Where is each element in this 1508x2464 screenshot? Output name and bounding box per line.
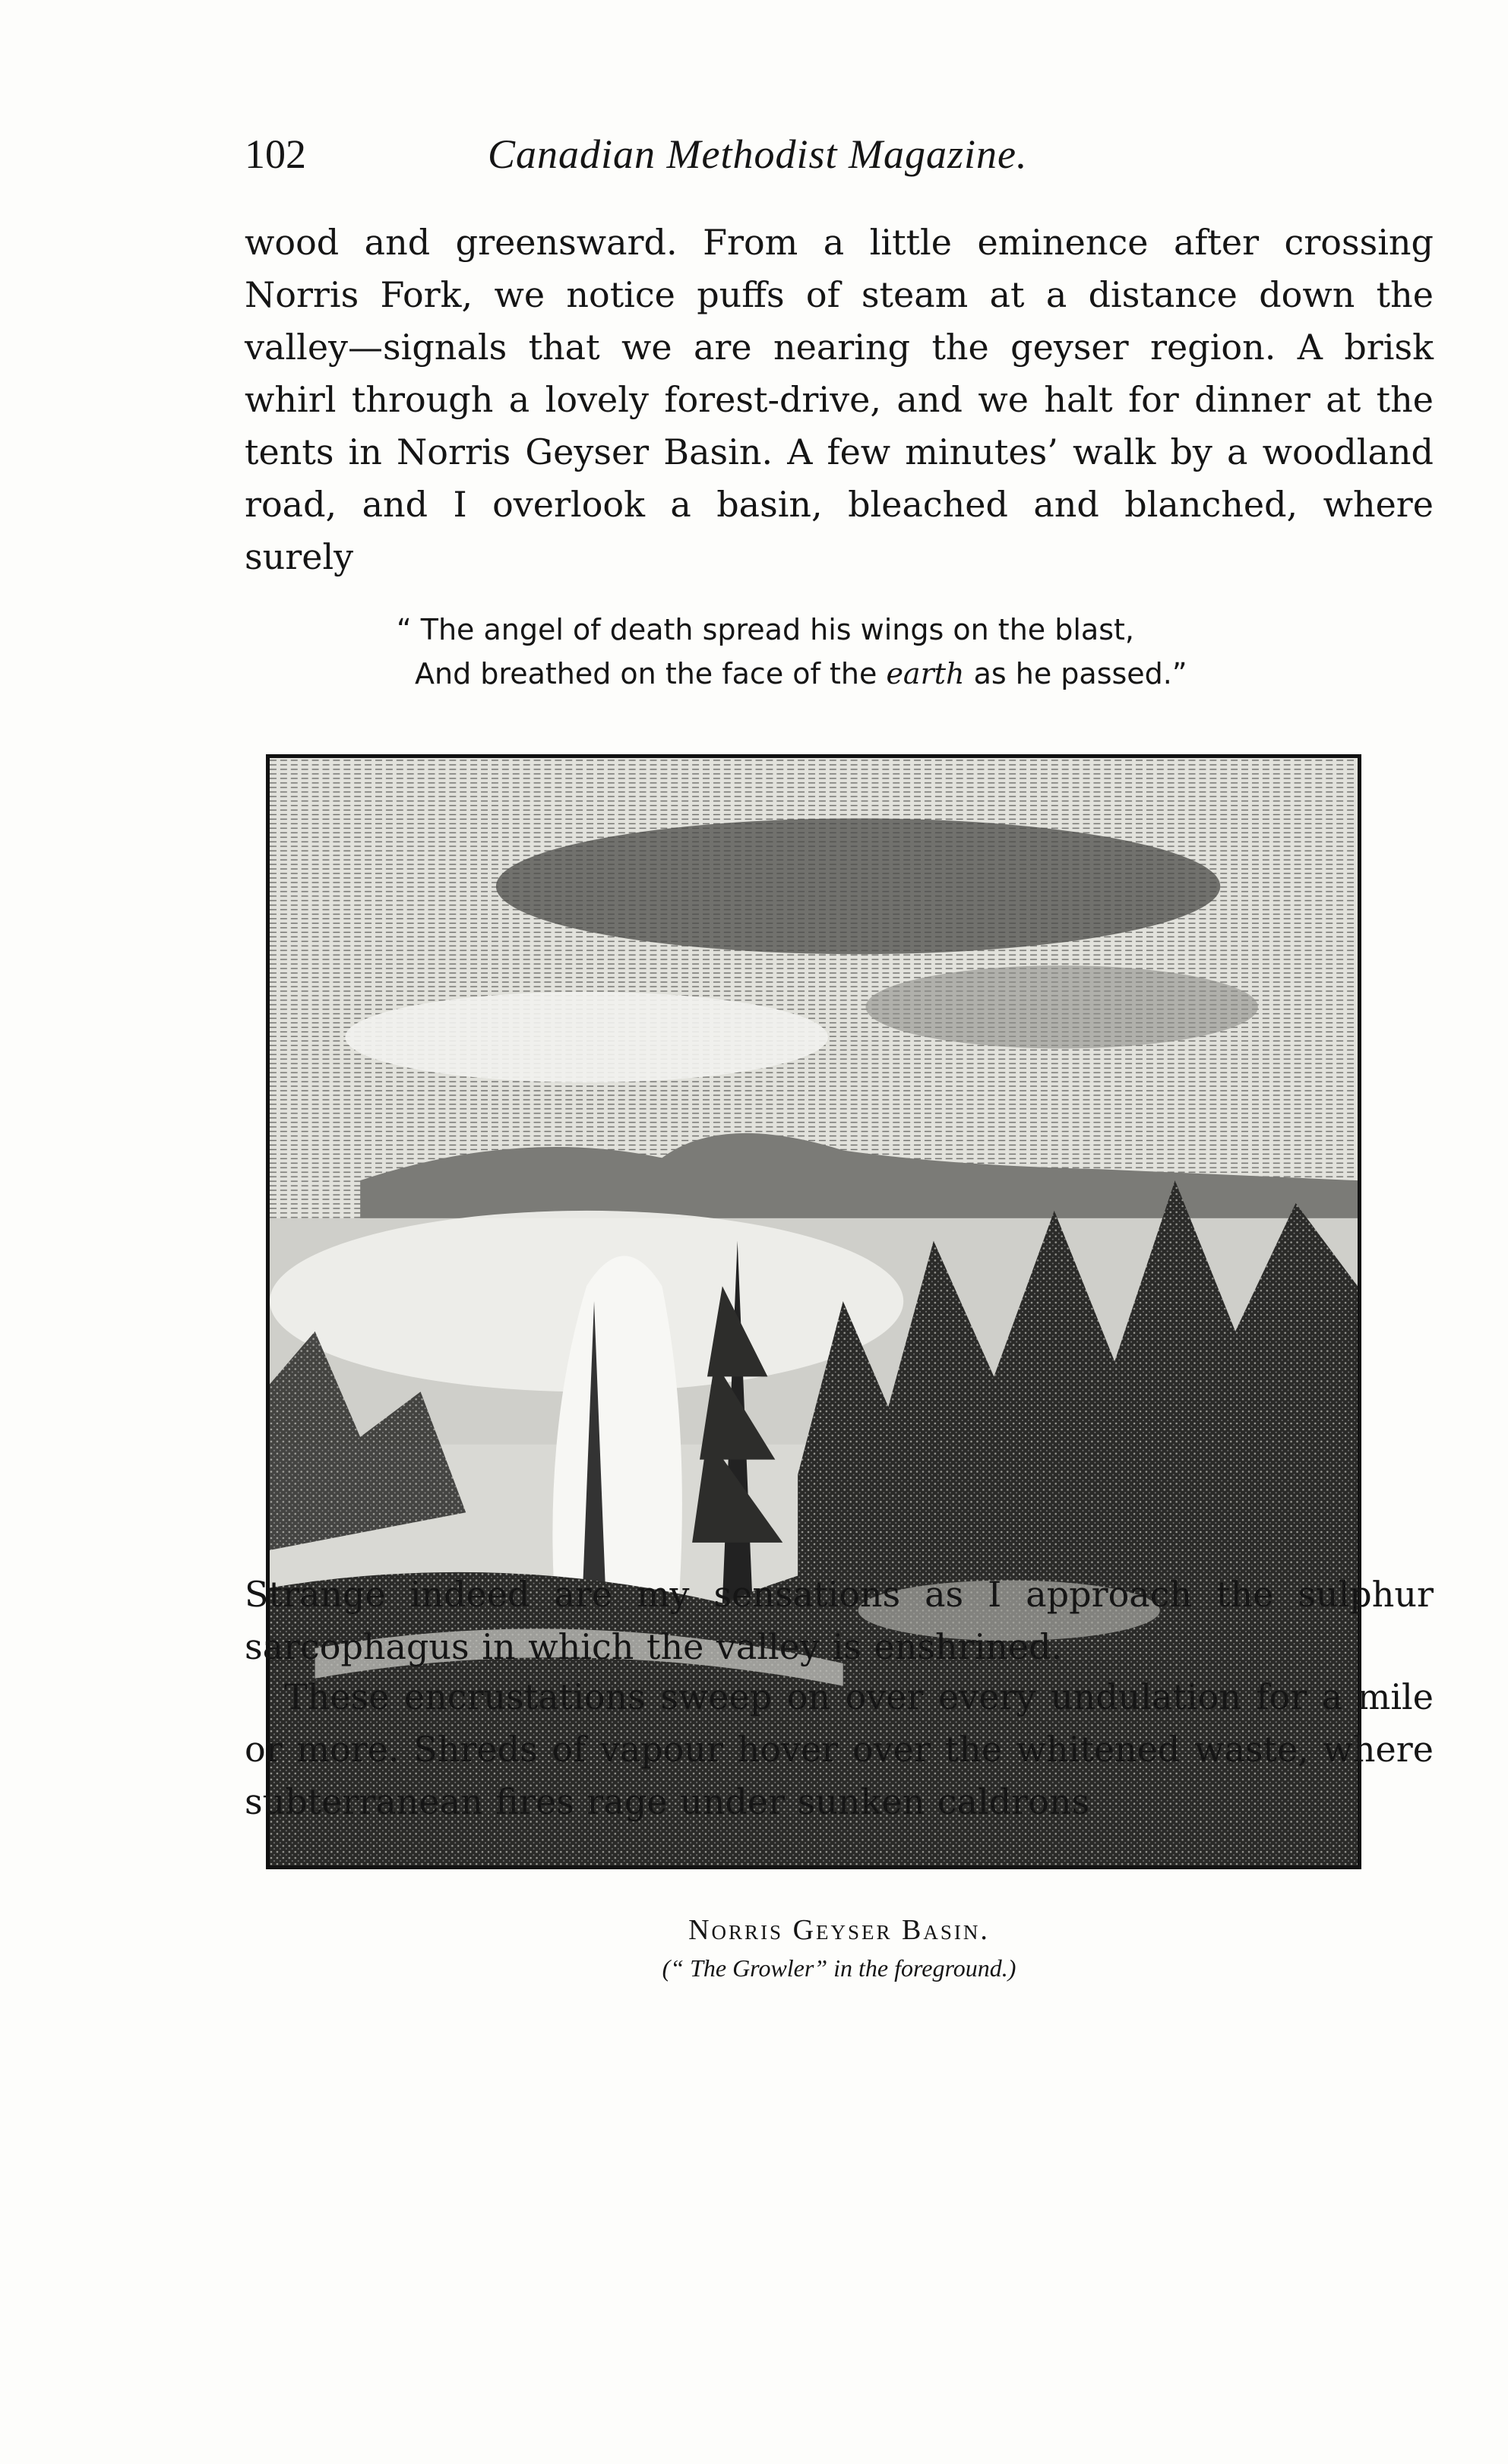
verse-line-1: “ The angel of death spread his wings on the blast, xyxy=(397,613,1134,646)
paragraph-sensations: Strange indeed are my sensations as I approach the sulphur sarcophagus in which the valley is enshrined. xyxy=(245,1574,1434,1667)
verse-italic-word: earth xyxy=(886,657,965,690)
caption-subtitle: (“ The Growler” in the foreground.) xyxy=(662,1954,1016,1982)
verse-line-2 xyxy=(397,652,1308,696)
caption-title: Norris Geyser Basin. xyxy=(688,1914,990,1946)
verse-line-2-start: And breathed on the face of the xyxy=(415,657,887,690)
dark-cloud xyxy=(496,818,1220,954)
verse-quotation xyxy=(397,608,1308,696)
figure-caption xyxy=(245,1910,1434,1986)
page-number: 102 xyxy=(245,131,306,177)
paragraph-opening: wood and greensward. From a little eminence after crossing Norris Fork, we notice puffs of steam at a distance down the valley—signals that we are nearing the geyser region. A brisk whirl through a lovely forest-drive, and we halt for dinner at the tents in Norris Geyser Basin. A few minutes’ walk by a woodland road, and I overlook a basin, bleached and blanched, where surely xyxy=(245,222,1434,577)
running-title: Canadian Methodist Magazine. xyxy=(488,131,1028,177)
running-head xyxy=(245,128,1141,181)
verse-line-2-end: as he passed.” xyxy=(964,657,1187,690)
paragraph-encrustations: These encrustations sweep on over every undulation for a mile or more. Shreds of vapour hover over the whitened waste, where subterranean fires rage under sunken caldrons xyxy=(245,1676,1434,1822)
